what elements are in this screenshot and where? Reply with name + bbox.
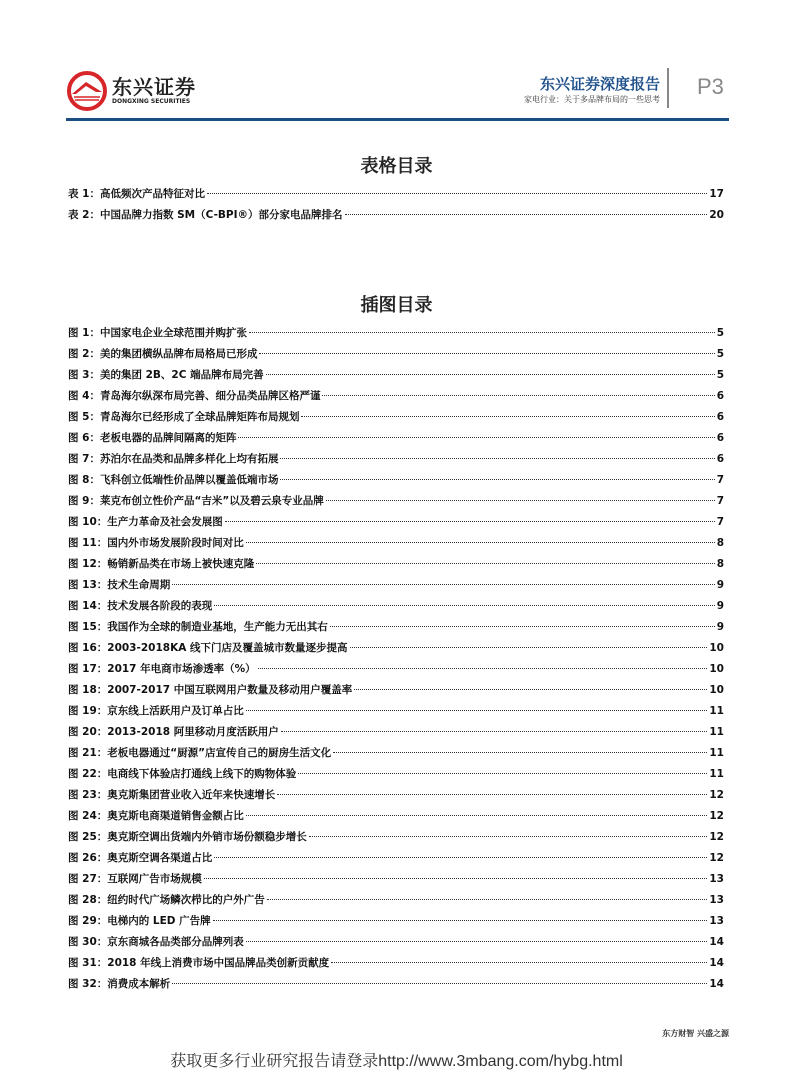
toc-entry-page: 12 <box>709 789 724 802</box>
tables-toc-list <box>68 186 724 228</box>
toc-entry[interactable] <box>68 661 724 682</box>
toc-entry[interactable] <box>68 472 724 493</box>
toc-entry-label: 图 27：互联网广告市场规模 <box>68 873 202 886</box>
toc-entry-label: 图 21：老板电器通过“厨源”店宣传自己的厨房生活文化 <box>68 747 332 760</box>
watermark-link[interactable]: 获取更多行业研究报告请登录http://www.3mbang.com/hybg.html <box>170 1053 623 1070</box>
toc-entry-page: 12 <box>709 810 724 823</box>
toc-entry-page: 13 <box>709 894 724 907</box>
toc-entry[interactable] <box>68 976 724 997</box>
toc-entry[interactable] <box>68 913 724 934</box>
toc-entry[interactable] <box>68 745 724 766</box>
toc-entry-label: 图 26：奥克斯空调各渠道占比 <box>68 852 213 865</box>
toc-entry-label: 图 30：京东商城各品类部分品牌列表 <box>68 936 244 949</box>
toc-entry-label: 图 31：2018 年线上消费市场中国品牌品类创新贡献度 <box>68 957 330 970</box>
toc-entry-label: 图 4：青岛海尔纵深布局完善、细分品类品牌区格严谨 <box>68 390 321 403</box>
toc-entry-page: 20 <box>709 209 724 222</box>
toc-leader-dots <box>267 899 708 900</box>
toc-entry-label: 图 22：电商线下体验店打通线上线下的购物体验 <box>68 768 297 781</box>
toc-entry[interactable] <box>68 493 724 514</box>
toc-entry-page: 8 <box>716 558 724 571</box>
logo-english-name: DONGXING SECURITIES <box>112 98 191 105</box>
toc-leader-dots <box>214 605 714 606</box>
toc-entry-page: 12 <box>709 852 724 865</box>
toc-entry-label: 图 13：技术生命周期 <box>68 579 171 592</box>
report-title: 东兴证券深度报告 <box>539 75 660 93</box>
toc-entry[interactable] <box>68 430 724 451</box>
toc-entry-label: 图 8：飞科创立低端性价品牌以覆盖低端市场 <box>68 474 279 487</box>
toc-entry-page: 10 <box>709 684 724 697</box>
company-logo <box>66 70 196 112</box>
toc-leader-dots <box>331 962 707 963</box>
toc-leader-dots <box>345 214 708 215</box>
footer-motto: 东方财智 兴盛之源 <box>662 1029 729 1038</box>
toc-leader-dots <box>280 479 714 480</box>
toc-entry-page: 6 <box>716 453 724 466</box>
toc-entry-page: 11 <box>709 747 724 760</box>
toc-entry-label: 图 17：2017 年电商市场渗透率（%） <box>68 663 256 676</box>
toc-entry-label: 图 5：青岛海尔已经形成了全球品牌矩阵布局规划 <box>68 411 300 424</box>
logo-emblem-icon <box>66 70 108 112</box>
toc-entry-label: 图 10：生产力革命及社会发展图 <box>68 516 223 529</box>
toc-entry-label: 图 6：老板电器的品牌间隔离的矩阵 <box>68 432 237 445</box>
toc-leader-dots <box>322 395 714 396</box>
toc-entry-page: 17 <box>709 188 724 200</box>
toc-leader-dots <box>258 668 708 669</box>
toc-entry[interactable] <box>68 577 724 598</box>
toc-leader-dots <box>214 857 707 858</box>
header-divider <box>667 68 669 108</box>
toc-entry-page: 6 <box>716 390 724 403</box>
toc-entry[interactable] <box>68 766 724 787</box>
toc-entry[interactable] <box>68 640 724 661</box>
toc-entry-label: 图 11：国内外市场发展阶段时间对比 <box>68 537 244 550</box>
toc-leader-dots <box>298 773 707 774</box>
toc-entry-page: 13 <box>709 873 724 886</box>
toc-entry[interactable] <box>68 829 724 850</box>
toc-entry-page: 12 <box>709 831 724 844</box>
logo-chinese-name: 东兴证券 <box>112 75 196 99</box>
toc-leader-dots <box>204 878 708 879</box>
toc-entry[interactable] <box>68 598 724 619</box>
toc-leader-dots <box>172 983 707 984</box>
toc-entry-label: 图 14：技术发展各阶段的表现 <box>68 600 213 613</box>
toc-entry-label: 图 23：奥克斯集团营业收入近年来快速增长 <box>68 789 276 802</box>
toc-entry[interactable] <box>68 787 724 808</box>
toc-leader-dots <box>256 563 714 564</box>
toc-entry-label: 图 7：苏泊尔在品类和品牌多样化上均有拓展 <box>68 453 279 466</box>
toc-entry-label: 图 24：奥克斯电商渠道销售金额占比 <box>68 810 244 823</box>
toc-leader-dots <box>277 794 707 795</box>
toc-entry[interactable] <box>68 934 724 955</box>
toc-leader-dots <box>213 920 708 921</box>
toc-leader-dots <box>326 500 715 501</box>
toc-entry[interactable] <box>68 451 724 472</box>
toc-entry-label: 图 2：美的集团横纵品牌布局格局已形成 <box>68 348 258 361</box>
tables-toc-title: 表格目录 <box>360 156 433 177</box>
toc-entry-label: 表 1：高低频次产品特征对比 <box>68 188 205 200</box>
toc-entry[interactable] <box>68 367 724 388</box>
toc-entry[interactable] <box>68 703 724 724</box>
toc-leader-dots <box>281 731 708 732</box>
toc-entry-page: 11 <box>709 705 724 718</box>
toc-leader-dots <box>259 353 714 354</box>
toc-entry[interactable] <box>68 892 724 913</box>
toc-leader-dots <box>246 815 708 816</box>
toc-entry-label: 图 3：美的集团 2B、2C 端品牌布局完善 <box>68 369 264 382</box>
page-number: P3 <box>697 74 724 99</box>
toc-entry-page: 13 <box>709 915 724 928</box>
toc-entry-page: 5 <box>716 327 724 339</box>
toc-entry[interactable] <box>68 619 724 640</box>
toc-entry[interactable] <box>68 808 724 829</box>
toc-entry-label: 图 12：畅销新品类在市场上被快速克隆 <box>68 558 255 571</box>
toc-entry-label: 图 15：我国作为全球的制造业基地，生产能力无出其右 <box>68 621 328 634</box>
figures-toc-title: 插图目录 <box>360 295 433 316</box>
toc-entry-page: 10 <box>709 642 724 655</box>
toc-entry[interactable] <box>68 207 724 228</box>
toc-leader-dots <box>225 521 715 522</box>
toc-entry-page: 11 <box>709 768 724 781</box>
toc-entry-page: 8 <box>716 537 724 550</box>
toc-leader-dots <box>246 710 708 711</box>
toc-leader-dots <box>280 458 714 459</box>
toc-entry-page: 9 <box>716 600 724 613</box>
toc-leader-dots <box>354 689 707 690</box>
toc-entry-page: 7 <box>716 516 724 529</box>
toc-entry-label: 图 16：2003-2018KA 线下门店及覆盖城市数量逐步提高 <box>68 642 348 655</box>
toc-entry[interactable] <box>68 850 724 871</box>
toc-entry[interactable] <box>68 186 724 207</box>
toc-entry-page: 7 <box>716 474 724 487</box>
toc-entry[interactable] <box>68 535 724 556</box>
toc-leader-dots <box>249 332 715 333</box>
toc-entry[interactable] <box>68 388 724 409</box>
toc-entry-page: 5 <box>716 348 724 361</box>
toc-leader-dots <box>333 752 707 753</box>
toc-entry[interactable] <box>68 871 724 892</box>
toc-entry-page: 10 <box>709 663 724 676</box>
report-subtitle: 家电行业：关于多品牌布局的一些思考 <box>524 95 660 104</box>
toc-entry-label: 图 25：奥克斯空调出货端内外销市场份额稳步增长 <box>68 831 307 844</box>
toc-entry[interactable] <box>68 682 724 703</box>
header-rule <box>66 118 729 121</box>
toc-entry-page: 9 <box>716 579 724 592</box>
toc-entry-page: 6 <box>716 432 724 445</box>
toc-entry-page: 5 <box>716 369 724 382</box>
toc-leader-dots <box>246 941 708 942</box>
toc-leader-dots <box>238 437 714 438</box>
toc-leader-dots <box>301 416 714 417</box>
toc-entry-label: 图 19：京东线上活跃用户及订单占比 <box>68 705 244 718</box>
toc-entry-label: 图 18：2007-2017 中国互联网用户数量及移动用户覆盖率 <box>68 684 353 697</box>
toc-entry-page: 6 <box>716 411 724 424</box>
toc-entry-page: 14 <box>709 978 724 991</box>
toc-leader-dots <box>172 584 714 585</box>
toc-entry[interactable] <box>68 346 724 367</box>
toc-entry-label: 图 28：纽约时代广场鳞次栉比的户外广告 <box>68 894 265 907</box>
toc-leader-dots <box>207 193 707 194</box>
toc-entry-page: 7 <box>716 495 724 508</box>
figures-toc-list <box>68 325 724 998</box>
toc-entry-page: 14 <box>709 936 724 949</box>
toc-leader-dots <box>266 374 715 375</box>
toc-leader-dots <box>309 836 708 837</box>
toc-entry[interactable] <box>68 955 724 976</box>
toc-entry[interactable] <box>68 514 724 535</box>
toc-leader-dots <box>350 647 708 648</box>
toc-entry-label: 图 32：消费成本解析 <box>68 978 171 991</box>
toc-entry-page: 9 <box>716 621 724 634</box>
toc-entry-label: 图 9：莱克布创立性价产品“吉米”以及碧云泉专业品牌 <box>68 495 324 508</box>
toc-entry-page: 11 <box>709 726 724 739</box>
toc-entry-page: 14 <box>709 957 724 970</box>
toc-entry-label: 图 1：中国家电企业全球范围并购扩张 <box>68 327 247 339</box>
toc-entry[interactable] <box>68 409 724 430</box>
toc-entry[interactable] <box>68 325 724 346</box>
toc-leader-dots <box>246 542 715 543</box>
toc-entry-label: 图 20：2013-2018 阿里移动月度活跃用户 <box>68 726 279 739</box>
toc-entry-label: 图 29：电梯内的 LED 广告牌 <box>68 915 211 928</box>
toc-entry[interactable] <box>68 556 724 577</box>
toc-entry-label: 表 2：中国品牌力指数 SM（C-BPI®）部分家电品牌排名 <box>68 209 343 222</box>
toc-leader-dots <box>330 626 715 627</box>
toc-entry[interactable] <box>68 724 724 745</box>
